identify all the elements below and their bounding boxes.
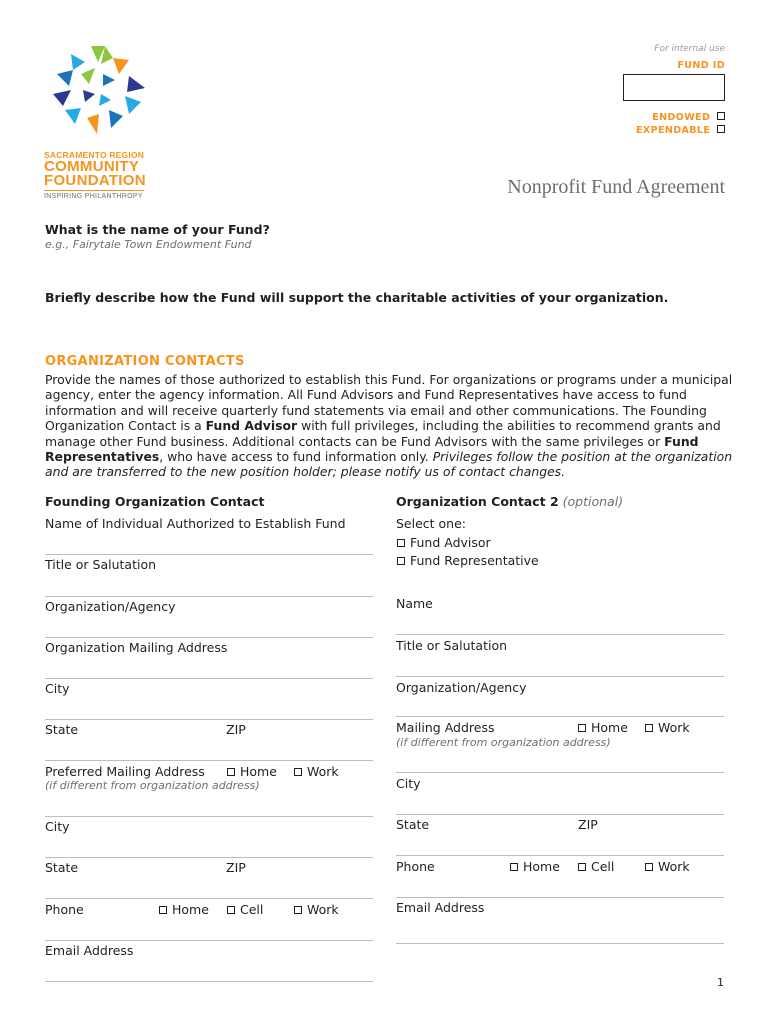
left-city2-label: City — [45, 819, 70, 834]
left-phone-field[interactable] — [45, 940, 373, 941]
fund-advisor-label: Fund Advisor — [410, 535, 491, 550]
left-email-field[interactable] — [45, 981, 373, 982]
left-title-field[interactable] — [45, 596, 373, 597]
left-state-zip-field[interactable] — [45, 760, 373, 761]
expendable-checkbox[interactable] — [717, 125, 725, 133]
left-pref-home-option[interactable] — [227, 764, 277, 779]
endowed-checkbox[interactable] — [717, 112, 725, 120]
left-pref-home-label: Home — [240, 764, 277, 779]
right-city-field[interactable] — [396, 814, 724, 815]
right-org-label: Organization/Agency — [396, 680, 527, 695]
right-mail-work-option[interactable] — [645, 720, 690, 735]
internal-use-note: For internal use — [654, 44, 725, 54]
left-city2-field[interactable] — [45, 857, 373, 858]
right-email-field[interactable] — [396, 943, 724, 944]
right-state-zip-field[interactable] — [396, 855, 724, 856]
left-phone-work-label: Work — [307, 902, 339, 917]
expendable-label: EXPENDABLE — [636, 125, 711, 136]
right-mail-home-label: Home — [591, 720, 628, 735]
right-phone-home-option[interactable] — [510, 859, 560, 874]
contacts-heading: ORGANIZATION CONTACTS — [45, 354, 245, 369]
logo-line3: FOUNDATION — [44, 172, 146, 189]
left-phone-home-checkbox[interactable] — [159, 906, 167, 914]
left-mailing-field[interactable] — [45, 678, 373, 679]
right-phone-label: Phone — [396, 859, 435, 874]
expendable-option[interactable] — [636, 125, 725, 136]
right-title-field[interactable] — [396, 676, 724, 677]
fund-advisor-option[interactable] — [397, 535, 491, 550]
left-phone-work-option[interactable] — [294, 902, 339, 917]
contact2-heading-text: Organization Contact 2 — [396, 494, 559, 509]
left-name-field[interactable] — [45, 554, 373, 555]
left-phone-home-option[interactable] — [159, 902, 209, 917]
right-phone-field[interactable] — [396, 897, 724, 898]
left-city-field[interactable] — [45, 719, 373, 720]
left-state2-label: State — [45, 860, 79, 875]
left-city-label: City — [45, 681, 70, 696]
left-phone-cell-checkbox[interactable] — [227, 906, 235, 914]
right-phone-work-checkbox[interactable] — [645, 863, 653, 871]
right-phone-cell-option[interactable] — [578, 859, 614, 874]
fund-name-input[interactable] — [45, 254, 725, 274]
desc-fund-advisor: Fund Advisor — [205, 418, 298, 434]
left-pref-work-option[interactable] — [294, 764, 339, 779]
contact2-heading — [396, 494, 623, 509]
fund-id-label: FUND ID — [677, 60, 725, 71]
right-city-label: City — [396, 776, 421, 791]
fund-representative-label: Fund Representative — [410, 553, 539, 568]
logo-tagline: INSPIRING PHILANTHROPY — [44, 193, 143, 200]
page-number: 1 — [717, 976, 724, 989]
right-zip-label: ZIP — [578, 817, 598, 832]
right-name-field[interactable] — [396, 634, 724, 635]
right-mail-work-checkbox[interactable] — [645, 724, 653, 732]
left-phone-home-label: Home — [172, 902, 209, 917]
logo — [44, 44, 154, 204]
left-state-label: State — [45, 722, 79, 737]
left-phone-cell-label: Cell — [240, 902, 264, 917]
right-email-label: Email Address — [396, 900, 485, 915]
fund-advisor-checkbox[interactable] — [397, 539, 405, 547]
right-mailing-label: Mailing Address — [396, 720, 495, 735]
left-pref-home-checkbox[interactable] — [227, 768, 235, 776]
right-title-label: Title or Salutation — [396, 638, 508, 653]
right-name-label: Name — [396, 596, 433, 611]
left-org-field[interactable] — [45, 637, 373, 638]
document-title: Nonprofit Fund Agreement — [507, 176, 725, 198]
right-phone-cell-label: Cell — [591, 859, 615, 874]
left-email-label: Email Address — [45, 943, 134, 958]
right-mail-home-checkbox[interactable] — [578, 724, 586, 732]
left-pref-mail-field[interactable] — [45, 816, 373, 817]
left-phone-label: Phone — [45, 902, 84, 917]
contacts-description — [45, 372, 735, 480]
fund-name-question: What is the name of your Fund? — [45, 222, 270, 237]
left-name-label: Name of Individual Authorized to Establish Fund — [45, 516, 346, 531]
left-title-label: Title or Salutation — [45, 557, 157, 572]
desc-privileges-note: Privileges follow the position at the organization and are transferred to the new position holder; please notify us of contact changes. — [45, 449, 733, 480]
fund-describe-input[interactable] — [45, 306, 725, 346]
left-pref-mail-label: Preferred Mailing Address — [45, 764, 205, 779]
endowed-option[interactable] — [652, 112, 725, 123]
fund-name-example: e.g., Fairytale Town Endowment Fund — [45, 238, 252, 251]
right-phone-home-label: Home — [523, 859, 560, 874]
left-org-label: Organization/Agency — [45, 599, 176, 614]
left-mailing-label: Organization Mailing Address — [45, 640, 228, 655]
logo-line1: SACRAMENTO REGION — [44, 150, 145, 160]
left-phone-work-checkbox[interactable] — [294, 906, 302, 914]
right-state-label: State — [396, 817, 430, 832]
right-phone-home-checkbox[interactable] — [510, 863, 518, 871]
left-phone-cell-option[interactable] — [227, 902, 263, 917]
fund-describe-question: Briefly describe how the Fund will support the charitable activities of your organization. — [45, 290, 669, 305]
left-zip-label: ZIP — [226, 722, 246, 737]
logo-divider — [44, 190, 144, 191]
left-if-different-note: (if different from organization address) — [45, 779, 260, 792]
right-org-field[interactable] — [396, 716, 724, 717]
foundation-pinwheel-icon — [49, 44, 149, 136]
founding-contact-heading: Founding Organization Contact — [45, 494, 265, 509]
left-pref-work-checkbox[interactable] — [294, 768, 302, 776]
right-phone-work-label: Work — [658, 859, 690, 874]
endowed-label: ENDOWED — [652, 112, 711, 123]
desc-fund-representatives: Fund Representatives — [45, 433, 699, 465]
fund-representative-option[interactable] — [397, 553, 539, 568]
right-if-different-note: (if different from organization address) — [396, 736, 611, 749]
right-mail-home-option[interactable] — [578, 720, 628, 735]
left-state2-zip2-field[interactable] — [45, 898, 373, 899]
logo-line2: COMMUNITY — [44, 158, 140, 175]
contact2-optional-note: (optional) — [562, 494, 624, 509]
desc-part1: Provide the names of those authorized to establish this Fund. For organizations or programs under a municipal agency, enter the agency information. All Fund Advisors and Fund Representatives have access to fund information and will receive quarterly fund statements via email and other communications. The Founding Organization Contact is a — [45, 372, 733, 434]
left-pref-work-label: Work — [307, 764, 339, 779]
fund-representative-checkbox[interactable] — [397, 557, 405, 565]
right-mail-work-label: Work — [658, 720, 690, 735]
fund-id-input[interactable] — [623, 74, 725, 101]
desc-part3: , who have access to fund information only. — [159, 449, 433, 465]
right-mailing-field[interactable] — [396, 772, 724, 773]
right-phone-cell-checkbox[interactable] — [578, 863, 586, 871]
right-phone-work-option[interactable] — [645, 859, 690, 874]
select-one-label: Select one: — [396, 516, 467, 531]
left-zip2-label: ZIP — [226, 860, 246, 875]
desc-part2: with full privileges, including the abilities to recommend grants and manage other Fund business. Additional contacts can be Fund Advisors with the same privileges or — [45, 418, 721, 449]
